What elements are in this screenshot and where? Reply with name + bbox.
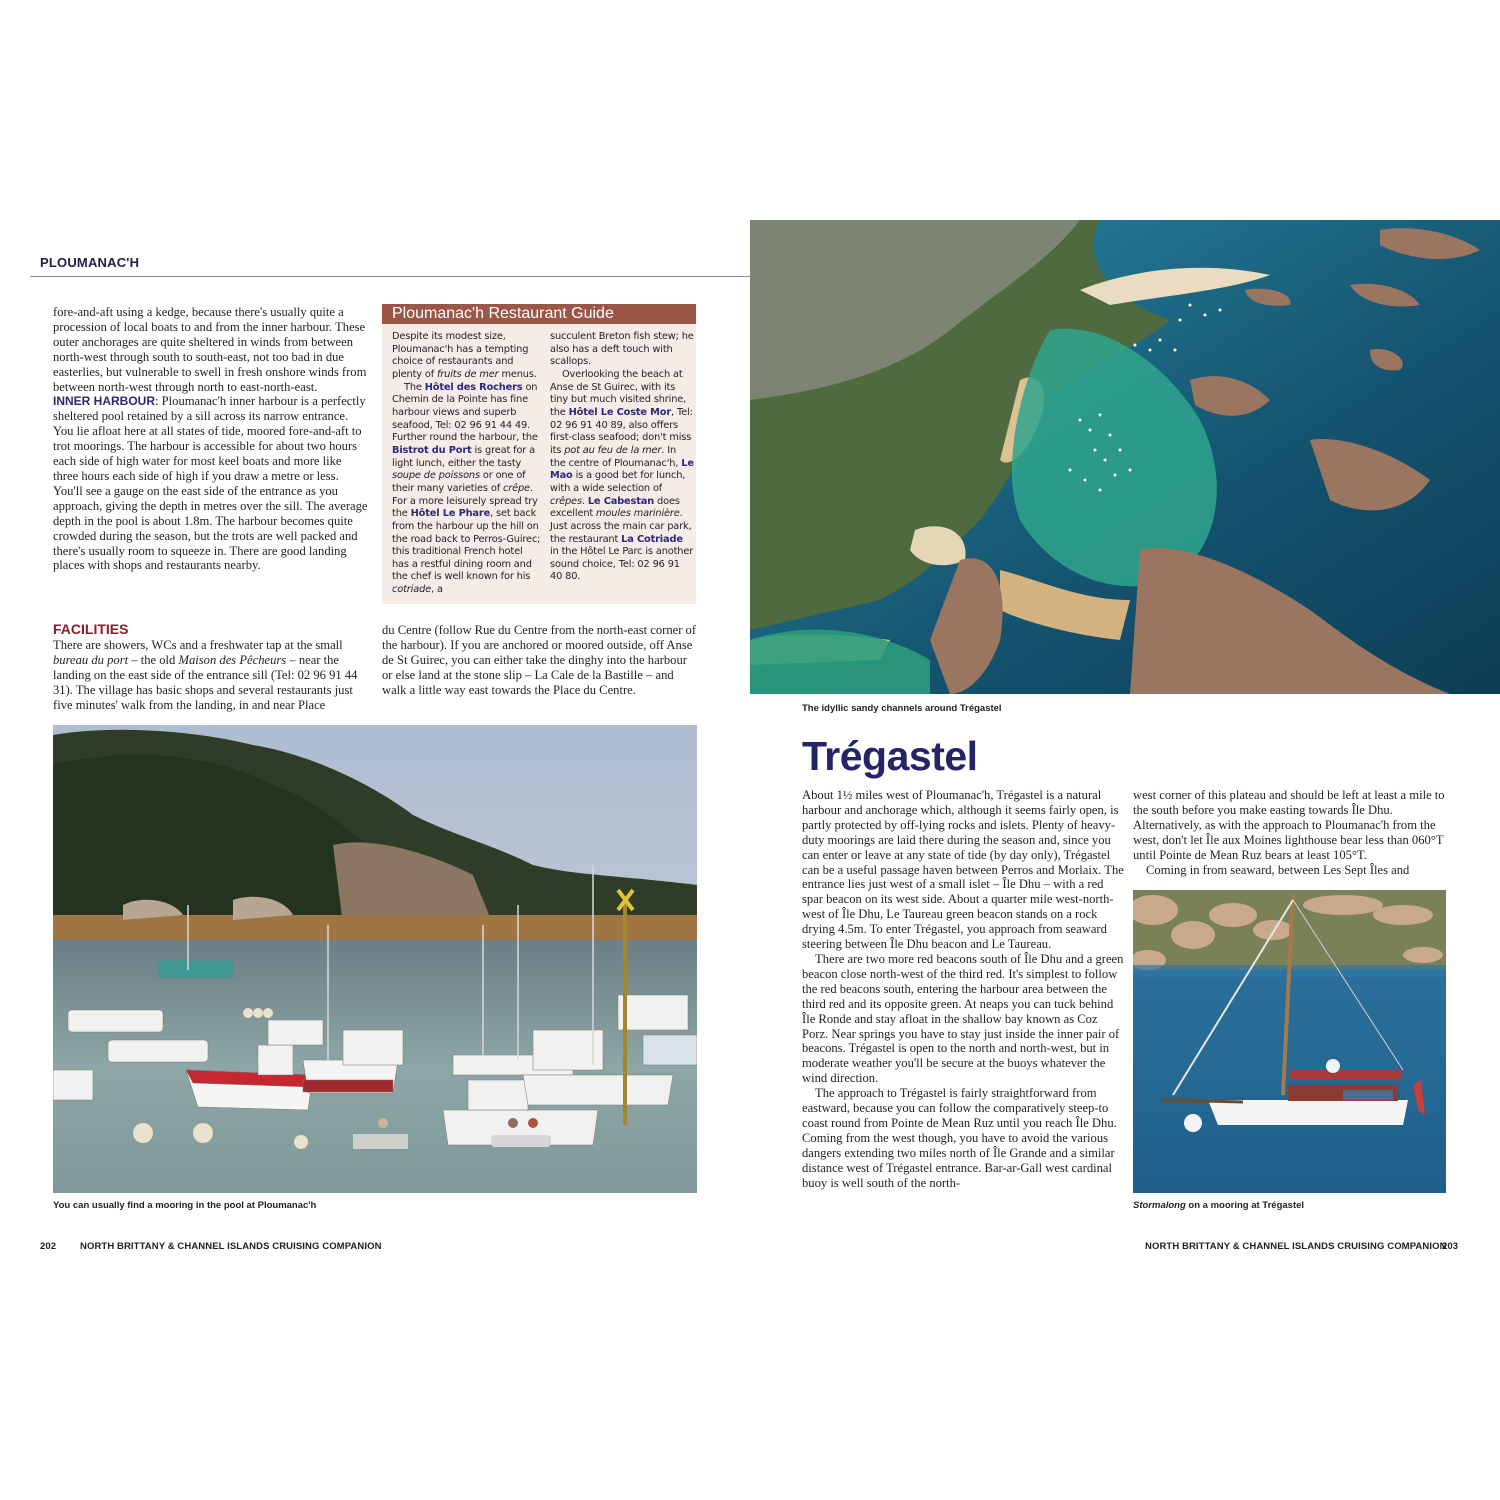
restaurant-name: La Cotriade (621, 533, 683, 545)
guide-column-right: succulent Breton fish stew; he also has a deft touch with scallops. Overlooking the beach at Anse de St Guirec, with its tiny but much visited shrine, the Hôtel Le Coste Mor, Tel: 02 96 91 40 89, also offers first-class seafood; don't miss its pot au feu de la mer. In the centre of Ploumanac'h, Le Mao is a good bet for lunch, with a wide selection of crêpes. Le Cabestan does excellent moules marinière. Just across the main car park, the restaurant La Cotriade in the Hôtel Le Parc is another sound choice, Tel: 02 96 91 40 80. (550, 331, 694, 583)
inner-harbour-label: INNER HARBOUR (53, 394, 155, 409)
tregastel-column-2 (1133, 788, 1453, 877)
book-title-left: NORTH BRITTANY & CHANNEL ISLANDS CRUISING COMPANION (80, 1241, 382, 1252)
restaurant-name: Le Mao (550, 457, 694, 482)
harbour-photo (53, 725, 697, 1193)
paragraph: About 1½ miles west of Ploumanac'h, Trégastel is a natural harbour and anchorage which, although it seems fairly open, is partly protected by off-lying rocks and islets. Plenty of heavy-duty moorings are laid there during the season and, since you can enter or leave at any state of tide (by day only), Trégastel can be a useful passage haven between Perros and Morlaix. The entrance lies just west of a small islet – Île Dhu – with a red spar beacon on its west side. About a quarter mile west-north-west of Île Dhu, Le Taureau green beacon stands on a rock drying 4.5m. To enter Trégastel, you approach from seaward steering between Île Dhu beacon and Le Taureau. (802, 788, 1124, 952)
page-number-left: 202 (40, 1241, 57, 1252)
paragraph: west corner of this plateau and should be left at least a mile to the south before you make easting towards Île Dhu. Alternatively, as with the approach to Ploumanac'h from the west, don't let Île aux Moines lighthouse bear less than 060°T until Pointe de Mean Ruz bears at least 105°T. (1133, 788, 1445, 862)
aerial-photo-caption: The idyllic sandy channels around Trégastel (802, 703, 1002, 714)
aerial-photo (750, 220, 1500, 694)
restaurant-guide-box (382, 304, 696, 604)
paragraph: The approach to Trégastel is fairly straightforward from eastward, because you can follow the comparatively steep-to coast round from Pointe de Mean Ruz until you reach Île Dhu. Coming from the west though, you have to avoid the various dangers extending two miles north of Île Grande and a similar distance west of Trégastel entrance. Bar-ar-Gall west cardinal buoy is well south of the north- (802, 1086, 1117, 1190)
page-title: Trégastel (802, 733, 978, 779)
yacht-photo (1133, 890, 1446, 1193)
paragraph: There are two more red beacons south of Île Dhu and a green beacon close north-west of the third red. It's simplest to follow the red beacons south, entering the harbour area between the third red and its opposite green. At neaps you can tuck behind Île Ronde and stay afloat in the shallow bay known as Coz Porz. Near springs you have to stay just inside the inner pair of beacons. Trégastel is open to the north and north-west, but in moderate weather you'll be secure at the buoys whatever the wind direction. (802, 951, 1124, 1086)
restaurant-name: Hôtel Le Phare (410, 508, 491, 520)
restaurant-guide-title: Ploumanac'h Restaurant Guide (382, 304, 696, 324)
restaurant-name: Bistrot du Port (392, 444, 472, 456)
facilities-column-2: du Centre (follow Rue du Centre from the north-east corner of the harbour). If you are anchored or moored outside, off Anse de St Guirec, you can either take the dinghy into the harbour or else land at the stone slip – La Cale de la Bastille – and walk a little way east towards the Place du Centre. (382, 623, 697, 697)
restaurant-name: Hôtel des Rochers (424, 381, 523, 393)
facilities-heading: FACILITIES (53, 621, 129, 637)
harbour-photo-caption: You can usually find a mooring in the pool at Ploumanac'h (53, 1200, 317, 1211)
paragraph: fore-and-aft using a kedge, because there's usually quite a procession of local boats to and from the inner harbour. These outer anchorages are quite sheltered in winds from between north-west through south to south-east, not too bad in due easterlies, but vulnerable to swell in fresh onshore winds from between north-west through north to east-north-east. (53, 305, 367, 394)
tregastel-column-1 (802, 788, 1124, 1190)
header-rule (30, 276, 750, 277)
page-number-right: 203 (1442, 1241, 1459, 1252)
inner-harbour-paragraph: INNER HARBOUR: Ploumanac'h inner harbour is a perfectly sheltered pool retained by a sill across its narrow entrance. You lie afloat here at all states of tide, moored fore-and-aft to trot moorings. The harbour is accessible for about two hours each side of high water for most keel boats and more like three hours each side of high if you draw a metre or less. You'll see a gauge on the east side of the entrance as you approach, giving the depth in metres over the sill. The average depth in the pool is about 1.8m. The harbour becomes quite crowded during the season, but the trots are well packed and there's usually room to squeeze in. There are good landing places with shops and restaurants nearby. (53, 394, 368, 573)
restaurant-name: Hôtel Le Coste Mor (568, 406, 672, 418)
paragraph: Coming in from seaward, between Les Sept Îles and (1146, 862, 1410, 877)
restaurant-name: Le Cabestan (587, 495, 655, 507)
yacht-photo-caption: Stormalong on a mooring at Trégastel (1133, 1200, 1305, 1211)
guide-column-left: Despite its modest size, Ploumanac'h has a tempting choice of restaurants and plenty of fruits de mer menus. The Hôtel des Rochers on Chemin de la Pointe has fine harbour views and superb seafood, Tel: 02 96 91 44 49. Further round the harbour, the Bistrot du Port is great for a light lunch, either the tasty soupe de poissons or one of their many varieties of crêpe. For a more leisurely spread try the Hôtel Le Phare, set back from the harbour up the hill on the road back to Perros-Guirec; this traditional French hotel has a restful dining room and the chef is well known for his cotriade, a (392, 331, 541, 596)
book-title-right: NORTH BRITTANY & CHANNEL ISLANDS CRUISING COMPANION (1145, 1241, 1447, 1252)
facilities-column-1: There are showers, WCs and a freshwater tap at the small bureau du port – the old Maison des Pêcheurs – near the landing on the east side of the entrance sill (Tel: 02 96 91 44 31). The village has basic shops and several restaurants just five minutes' walk from the landing, in and near Place (53, 638, 358, 712)
body-column-1 (53, 305, 369, 573)
running-head: PLOUMANAC'H (40, 255, 140, 270)
